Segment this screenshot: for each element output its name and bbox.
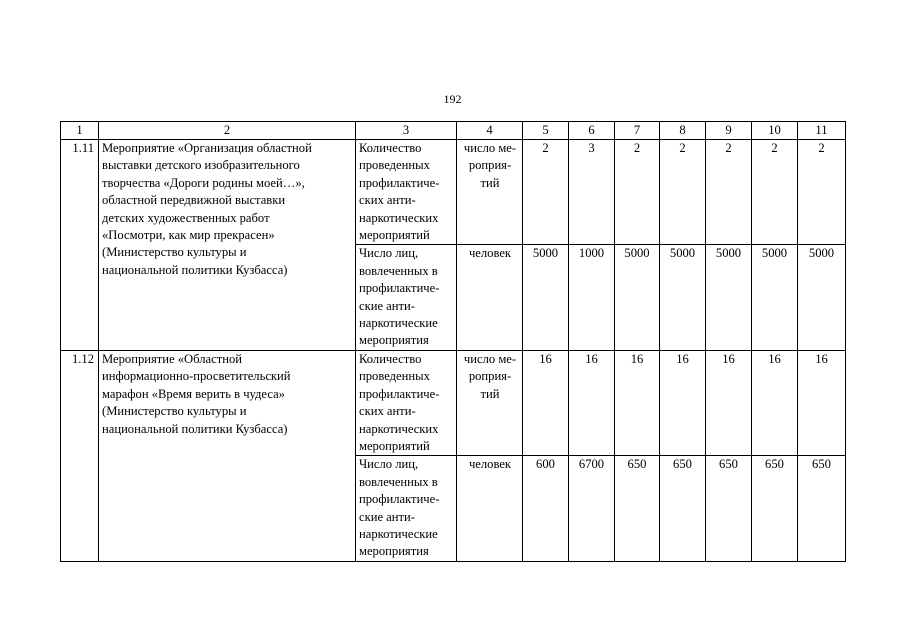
indicator-name-line: мероприятий (359, 438, 430, 453)
event-line: марафон «Время верить в чудеса» (102, 386, 285, 401)
column-header: 9 (706, 122, 752, 140)
unit-cell (457, 456, 523, 561)
indicator-name-line: ских анти- (359, 193, 416, 208)
column-header: 4 (457, 122, 523, 140)
event-line: выставки детского изобразительного (102, 158, 300, 173)
indicator-name-cell (356, 140, 457, 245)
value-cell: 650 (752, 456, 798, 561)
event-line: областной передвижной выставки (102, 193, 286, 208)
event-line: детских художественных работ (102, 210, 270, 225)
event-line: (Министерство культуры и (102, 245, 247, 260)
column-header: 11 (798, 122, 846, 140)
indicator-name-line: ские анти- (359, 298, 415, 313)
table-header-row (61, 122, 846, 140)
value-cell: 5000 (706, 245, 752, 350)
unit-line: человек (468, 246, 512, 261)
value-cell: 2 (523, 140, 569, 245)
indicator-name-line: профилактиче- (359, 281, 440, 296)
value-cell: 650 (660, 456, 706, 561)
column-header: 10 (752, 122, 798, 140)
event-line: (Министерство культуры и (102, 404, 247, 419)
indicator-name-line: наркотические (359, 316, 438, 331)
value-cell: 16 (752, 350, 798, 455)
value-cell: 1000 (569, 245, 615, 350)
indicator-name-line: проведенных (359, 158, 430, 173)
column-header: 2 (99, 122, 356, 140)
value-cell: 650 (706, 456, 752, 561)
unit-cell (457, 350, 523, 455)
indicator-name-line: вовлеченных в (359, 474, 438, 489)
event-line: «Посмотри, как мир прекрасен» (102, 228, 275, 243)
indicator-name-line: наркотических (359, 421, 439, 436)
event-cell (99, 140, 356, 351)
unit-line: тий (480, 386, 500, 401)
value-cell: 2 (706, 140, 752, 245)
indicator-name-line: мероприятия (359, 333, 429, 348)
indicator-name-line: профилактиче- (359, 492, 440, 507)
event-line: Мероприятие «Областной (102, 351, 242, 366)
column-header: 3 (356, 122, 457, 140)
value-cell: 16 (798, 350, 846, 455)
unit-line: роприя- (468, 158, 512, 173)
value-cell: 16 (706, 350, 752, 455)
indicator-name-line: ских анти- (359, 404, 416, 419)
unit-line: роприя- (468, 369, 512, 384)
value-cell: 600 (523, 456, 569, 561)
value-cell: 16 (660, 350, 706, 455)
value-cell: 650 (615, 456, 660, 561)
value-cell: 3 (569, 140, 615, 245)
value-cell: 16 (569, 350, 615, 455)
value-cell: 2 (660, 140, 706, 245)
value-cell: 16 (523, 350, 569, 455)
value-cell: 2 (615, 140, 660, 245)
row-number-cell: 1.11 (61, 140, 99, 351)
table-row (61, 350, 846, 455)
unit-line: тий (480, 175, 500, 190)
row-number-cell: 1.12 (61, 350, 99, 561)
indicator-name-line: Количество (359, 141, 422, 155)
indicator-name-line: профилактиче- (359, 386, 440, 401)
value-cell: 16 (615, 350, 660, 455)
value-cell: 5000 (660, 245, 706, 350)
indicator-name-line: вовлеченных в (359, 263, 438, 278)
column-header: 8 (660, 122, 706, 140)
event-line: национальной политики Кузбасса) (102, 421, 288, 436)
indicator-name-line: Число лиц, (359, 246, 419, 261)
event-line: творчества «Дороги родины моей…», (102, 175, 305, 190)
event-line: информационно-просветительский (102, 369, 291, 384)
value-cell: 2 (798, 140, 846, 245)
indicator-name-line: мероприятия (359, 544, 429, 559)
indicator-name-line: мероприятий (359, 228, 430, 243)
event-line: Мероприятие «Организация областной (102, 141, 312, 155)
indicator-name-cell (356, 350, 457, 455)
value-cell: 2 (752, 140, 798, 245)
column-header: 5 (523, 122, 569, 140)
indicator-name-line: Число лиц, (359, 457, 419, 472)
indicator-name-line: профилактиче- (359, 175, 440, 190)
indicator-name-line: Количество (359, 351, 422, 366)
event-line: национальной политики Кузбасса) (102, 262, 288, 277)
unit-line: число ме- (463, 141, 517, 155)
unit-line: число ме- (463, 351, 517, 366)
page-number: 192 (443, 92, 462, 106)
indicator-name-line: ские анти- (359, 509, 415, 524)
column-header: 7 (615, 122, 660, 140)
value-cell: 5000 (798, 245, 846, 350)
unit-line: человек (468, 457, 512, 472)
value-cell: 5000 (615, 245, 660, 350)
value-cell: 650 (798, 456, 846, 561)
unit-cell (457, 140, 523, 245)
indicator-name-cell (356, 456, 457, 561)
indicator-name-line: наркотических (359, 210, 439, 225)
unit-cell (457, 245, 523, 350)
table-row (61, 140, 846, 245)
indicators-table (60, 121, 846, 562)
value-cell: 5000 (523, 245, 569, 350)
indicator-name-line: проведенных (359, 369, 430, 384)
event-cell (99, 350, 356, 561)
indicator-name-cell (356, 245, 457, 350)
indicator-name-line: наркотические (359, 526, 438, 541)
value-cell: 5000 (752, 245, 798, 350)
column-header: 6 (569, 122, 615, 140)
value-cell: 6700 (569, 456, 615, 561)
column-header: 1 (61, 122, 99, 140)
